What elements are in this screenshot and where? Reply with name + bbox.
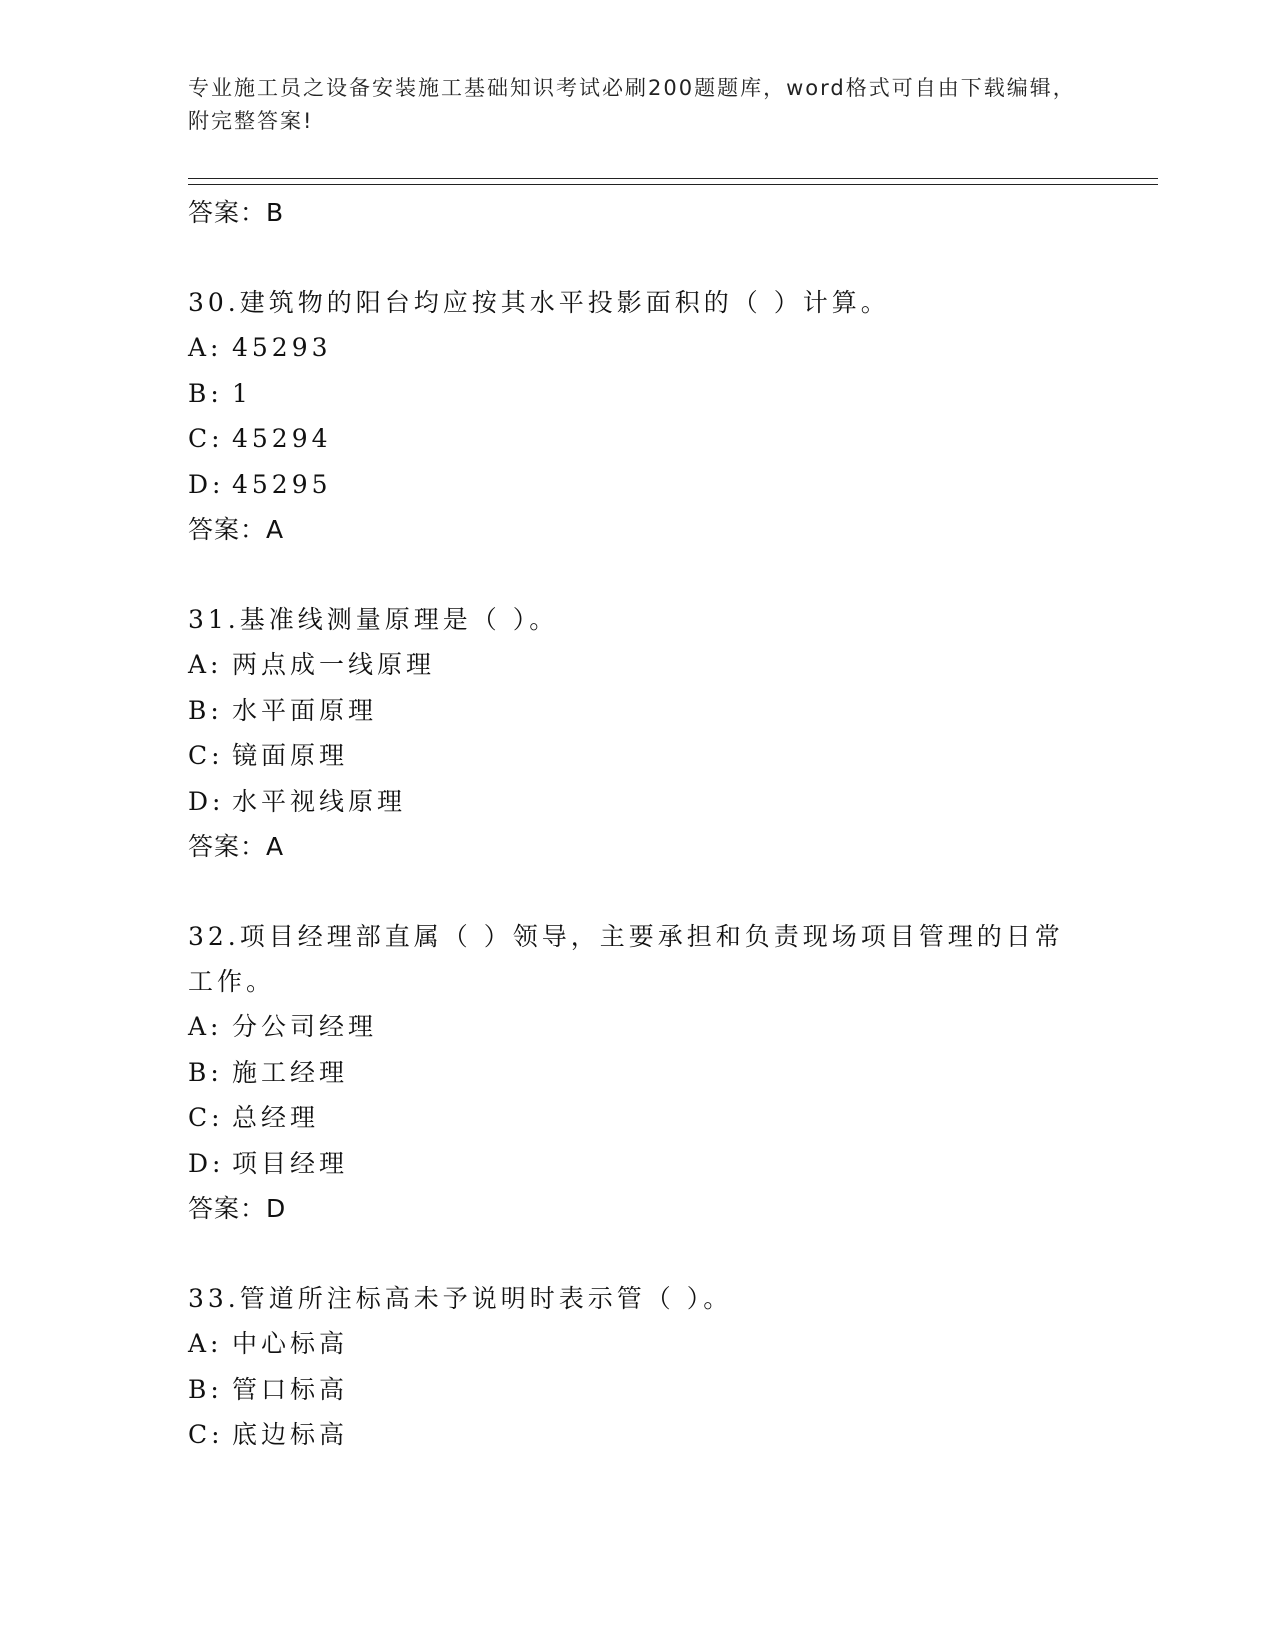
option-text: 施工经理 — [232, 1057, 349, 1087]
option-letter: A: — [188, 650, 223, 679]
question-stem: 30.建筑物的阳台均应按其水平投影面积的（ ）计算。 — [188, 288, 890, 317]
option-letter: D: — [188, 469, 225, 499]
option-letter: B: — [188, 1057, 223, 1087]
option-text: 水平视线原理 — [232, 786, 407, 816]
option-a — [188, 1321, 1088, 1367]
previous-answer: 答案：B — [188, 198, 285, 227]
document-header-title: 专业施工员之设备安装施工基础知识考试必刷200题题库，word格式可自由下载编辑，附完整答案! — [188, 76, 1076, 133]
option-text: 两点成一线原理 — [232, 650, 436, 679]
option-text: 项目经理 — [232, 1148, 349, 1178]
header-divider — [188, 178, 1158, 185]
question-answer: 答案：A — [188, 515, 285, 544]
option-d — [188, 1141, 1088, 1187]
option-letter: D: — [188, 1148, 225, 1178]
option-b — [188, 1050, 1088, 1096]
option-c — [188, 1412, 1088, 1458]
option-text: 管口标高 — [232, 1374, 349, 1404]
option-letter: B: — [188, 378, 223, 408]
option-text: 底边标高 — [232, 1420, 349, 1449]
option-letter: D: — [188, 786, 225, 816]
option-letter: B: — [188, 1374, 223, 1404]
option-text: 分公司经理 — [232, 1012, 378, 1041]
option-a — [188, 642, 1088, 688]
option-letter: C: — [188, 424, 224, 453]
option-b — [188, 371, 1088, 417]
option-letter: C: — [188, 1103, 224, 1132]
option-text: 45294 — [232, 424, 332, 453]
option-d — [188, 462, 1088, 508]
option-text: 45295 — [232, 469, 332, 499]
option-letter: B: — [188, 695, 223, 725]
option-d — [188, 779, 1088, 825]
question-answer: 答案：D — [188, 1194, 287, 1223]
option-letter: A: — [188, 1012, 223, 1041]
option-b — [188, 688, 1088, 734]
option-text: 45293 — [232, 333, 332, 362]
option-text: 镜面原理 — [232, 741, 349, 770]
option-letter: A: — [188, 333, 223, 362]
option-a — [188, 1004, 1088, 1050]
option-letter: C: — [188, 1420, 224, 1449]
question-stem: 31.基准线测量原理是（ ）。 — [188, 605, 559, 634]
question-30 — [188, 280, 1088, 553]
option-a — [188, 325, 1088, 371]
option-text: 中心标高 — [232, 1329, 349, 1358]
option-c — [188, 733, 1088, 779]
question-31 — [188, 597, 1088, 870]
option-c — [188, 416, 1088, 462]
option-text: 水平面原理 — [232, 695, 378, 725]
question-answer: 答案：A — [188, 832, 285, 861]
question-32 — [188, 914, 1088, 1232]
option-c — [188, 1095, 1088, 1141]
question-list — [188, 190, 1088, 1458]
question-stem: 33.管道所注标高未予说明时表示管（ ）。 — [188, 1284, 733, 1313]
option-text: 总经理 — [232, 1103, 320, 1132]
option-text: 1 — [232, 378, 252, 408]
question-33 — [188, 1276, 1088, 1458]
option-letter: C: — [188, 741, 224, 770]
option-b — [188, 1367, 1088, 1413]
option-letter: A: — [188, 1329, 223, 1358]
question-stem: 32.项目经理部直属（ ）领导，主要承担和负责现场项目管理的日常工作。 — [188, 922, 1064, 996]
